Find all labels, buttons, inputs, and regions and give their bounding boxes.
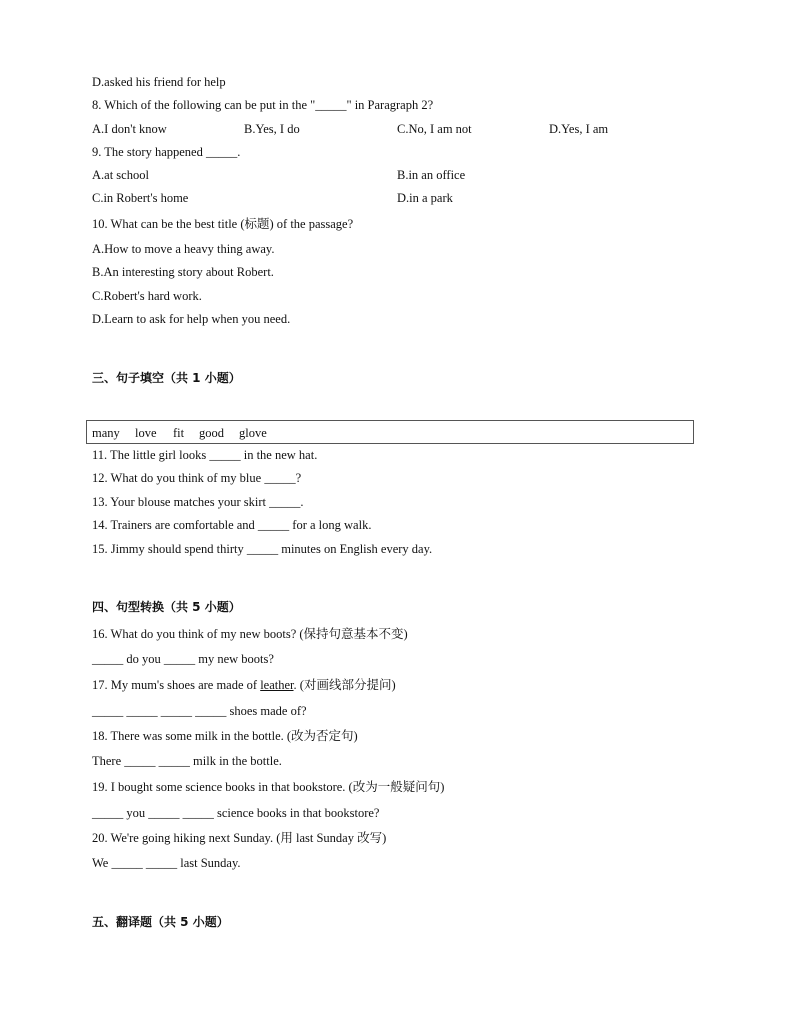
q16-question: 16. What do you think of my new boots? (保持句意基本不变)	[92, 627, 408, 641]
section5-heading: 五、翻译题（共 5 小题）	[92, 915, 229, 929]
q9-option-b: B.in an office	[397, 168, 466, 182]
q16-answer: _____ do you _____ my new boots?	[92, 652, 274, 666]
word-bank-word: many	[92, 426, 120, 440]
q11: 11. The little girl looks _____ in the new hat.	[92, 448, 318, 462]
q17-text-before: 17. My mum's shoes are made of	[92, 678, 261, 692]
section3-heading: 三、句子填空（共 1 小题）	[92, 371, 241, 385]
q8-option-d: D.Yes, I am	[549, 122, 609, 136]
q17-answer: _____ _____ _____ _____ shoes made of?	[92, 704, 307, 718]
word-bank-word: good	[199, 426, 224, 440]
q18-question: 18. There was some milk in the bottle. (改为否定句)	[92, 729, 358, 743]
word-bank-word: fit	[173, 426, 185, 440]
q18-answer: There _____ _____ milk in the bottle.	[92, 754, 282, 768]
q10-option-d: D.Learn to ask for help when you need.	[92, 312, 291, 326]
q9-option-a: A.at school	[92, 168, 149, 182]
q17-text-after: . (对画线部分提问)	[293, 678, 396, 692]
q8-option-b: B.Yes, I do	[244, 122, 300, 136]
q19-answer: _____ you _____ _____ science books in that bookstore?	[92, 806, 380, 820]
q10-option-b: B.An interesting story about Robert.	[92, 265, 274, 279]
q10-option-a: A.How to move a heavy thing away.	[92, 242, 275, 256]
q10-question: 10. What can be the best title (标题) of the passage?	[92, 217, 354, 231]
word-bank-word: love	[135, 426, 157, 440]
q12: 12. What do you think of my blue _____?	[92, 471, 302, 485]
q9-question: 9. The story happened _____.	[92, 145, 241, 159]
q10-option-c: C.Robert's hard work.	[92, 289, 202, 303]
q9-option-c: C.in Robert's home	[92, 191, 189, 205]
q14: 14. Trainers are comfortable and _____ for a long walk.	[92, 518, 372, 532]
q8-question: 8. Which of the following can be put in the "_____" in Paragraph 2?	[92, 98, 434, 112]
section4-heading: 四、句型转换（共 5 小题）	[92, 600, 241, 614]
word-bank-word: glove	[239, 426, 267, 440]
q17-underlined-word: leather	[260, 678, 294, 692]
q7-option-d: D.asked his friend for help	[92, 75, 226, 89]
q9-option-d: D.in a park	[397, 191, 453, 205]
q20-answer: We _____ _____ last Sunday.	[92, 856, 241, 870]
q13: 13. Your blouse matches your skirt _____.	[92, 495, 304, 509]
q20-question: 20. We're going hiking next Sunday. (用 last Sunday 改写)	[92, 831, 387, 845]
word-bank-box	[86, 420, 694, 444]
q8-option-c: C.No, I am not	[397, 122, 472, 136]
q8-option-a: A.I don't know	[92, 122, 167, 136]
q17-question	[92, 677, 396, 693]
q15: 15. Jimmy should spend thirty _____ minutes on English every day.	[92, 542, 433, 556]
q19-question: 19. I bought some science books in that bookstore. (改为一般疑问句)	[92, 780, 445, 794]
